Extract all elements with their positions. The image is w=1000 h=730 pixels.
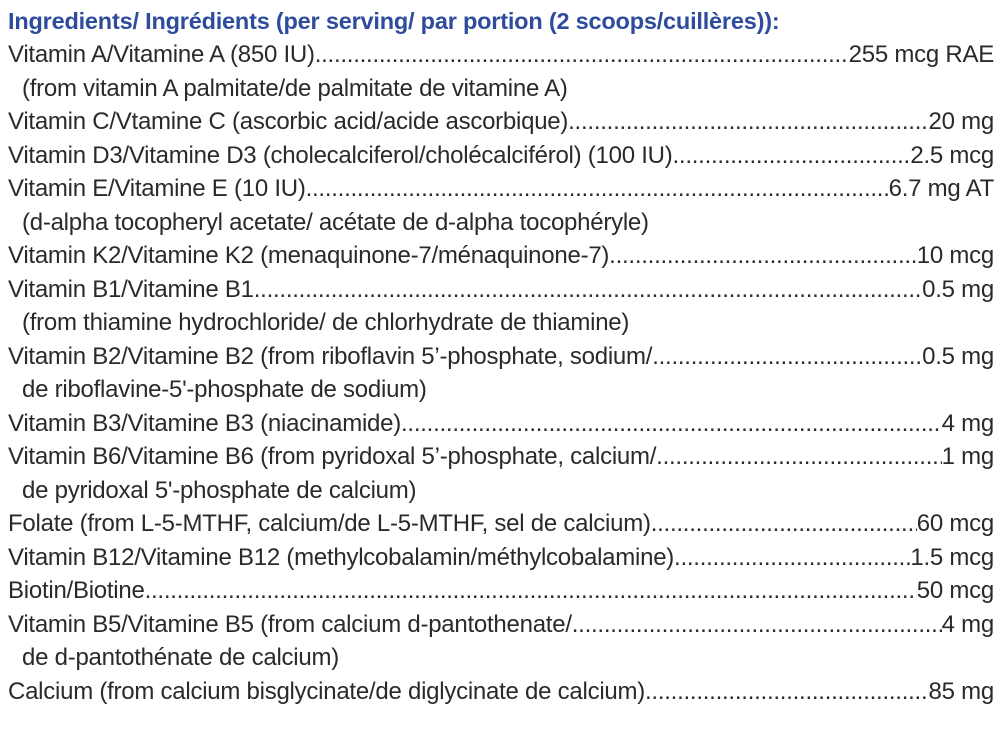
ingredient-source-line: (from vitamin A palmitate/de palmitate de vitamine A) — [22, 74, 568, 102]
ingredient-amount: 0.5 mg — [922, 342, 994, 370]
ingredient-amount: 10 mcg — [916, 242, 994, 269]
ingredient-amount: 255 mcg RAE — [848, 41, 994, 68]
dot-leader — [652, 340, 922, 374]
dot-leader — [315, 38, 849, 72]
ingredient-name: Vitamin E/Vitamine E (10 IU) — [8, 175, 306, 202]
ingredient-row — [8, 440, 994, 474]
ingredient-amount: 1 mg — [941, 443, 994, 470]
ingredient-amount: 60 mcg — [916, 510, 994, 537]
dot-leader — [306, 172, 889, 206]
ingredient-row — [8, 574, 994, 608]
ingredient-name: Calcium (from calcium bisglycinate/de diglycinate de calcium) — [8, 677, 645, 705]
ingredient-amount: 20 mg — [928, 108, 994, 135]
ingredient-amount: 50 mcg — [916, 577, 994, 604]
ingredient-name: Vitamin C/Vtamine C (ascorbic acid/acide ascorbique) — [8, 108, 569, 135]
ingredient-row — [8, 541, 994, 575]
ingredient-row — [8, 172, 994, 206]
dot-leader — [674, 541, 910, 575]
ingredient-source-line: de d-pantothénate de calcium) — [22, 644, 339, 671]
ingredient-name: Vitamin B6/Vitamine B6 (from pyridoxal 5’-phosphate, calcium/ — [8, 443, 657, 470]
dot-leader — [572, 608, 942, 642]
ingredient-amount: 4 mg — [941, 610, 994, 638]
ingredient-amount: 4 mg — [941, 409, 994, 437]
ingredient-name: Vitamin B12/Vitamine B12 (methylcobalamin/méthylcobalamine) — [8, 543, 675, 571]
ingredient-amount: 2.5 mcg — [910, 141, 994, 169]
ingredient-name: Biotin/Biotine — [8, 577, 145, 604]
ingredient-amount: 1.5 mcg — [910, 543, 994, 571]
ingredient-name: Vitamin B1/Vitamine B1 — [8, 275, 254, 303]
dot-leader — [645, 675, 929, 709]
ingredient-source-line: (from thiamine hydrochloride/ de chlorhydrate de thiamine) — [22, 309, 630, 336]
ingredient-name: Vitamin B3/Vitamine B3 (niacinamide) — [8, 409, 401, 437]
ingredient-source-line: (d-alpha tocopheryl acetate/ acétate de d-alpha tocophéryle) — [22, 208, 649, 236]
ingredient-row — [8, 105, 994, 139]
dot-leader — [254, 273, 922, 307]
ingredient-amount: 6.7 mg AT — [888, 175, 994, 202]
ingredient-row — [8, 139, 994, 173]
ingredient-row — [8, 273, 994, 307]
ingredient-name: Vitamin B2/Vitamine B2 (from riboflavin 5’-phosphate, sodium/ — [8, 342, 653, 370]
dot-leader — [609, 239, 917, 273]
ingredient-source-line: de pyridoxal 5'-phosphate de calcium) — [22, 476, 417, 504]
ingredient-name: Vitamin D3/Vitamine D3 (cholecalciferol/cholécalciférol) (100 IU) — [8, 141, 673, 169]
ingredient-name: Vitamin B5/Vitamine B5 (from calcium d-pantothenate/ — [8, 610, 572, 638]
ingredient-list — [8, 38, 994, 708]
dot-leader — [651, 507, 917, 541]
dot-leader — [568, 105, 928, 139]
dot-leader — [401, 407, 942, 441]
ingredient-row — [8, 608, 994, 642]
ingredient-name: Vitamin A/Vitamine A (850 IU) — [8, 41, 315, 68]
ingredient-name: Folate (from L-5-MTHF, calcium/de L-5-MTHF, sel de calcium) — [8, 510, 651, 537]
ingredient-row — [8, 239, 994, 273]
ingredient-amount: 0.5 mg — [922, 275, 994, 303]
ingredient-amount: 85 mg — [928, 677, 994, 705]
ingredient-row — [8, 407, 994, 441]
ingredient-source-line: de riboflavine-5'-phosphate de sodium) — [22, 376, 427, 403]
dot-leader — [145, 574, 917, 608]
ingredient-row — [8, 675, 994, 709]
ingredient-name: Vitamin K2/Vitamine K2 (menaquinone-7/ménaquinone-7) — [8, 242, 610, 269]
dot-leader — [656, 440, 941, 474]
ingredient-row — [8, 38, 994, 72]
ingredients-heading: Ingredients/ Ingrédients (per serving/ par portion (2 scoops/cuillères)): — [8, 8, 780, 34]
ingredient-row — [8, 340, 994, 374]
dot-leader — [672, 139, 910, 173]
ingredient-row — [8, 507, 994, 541]
